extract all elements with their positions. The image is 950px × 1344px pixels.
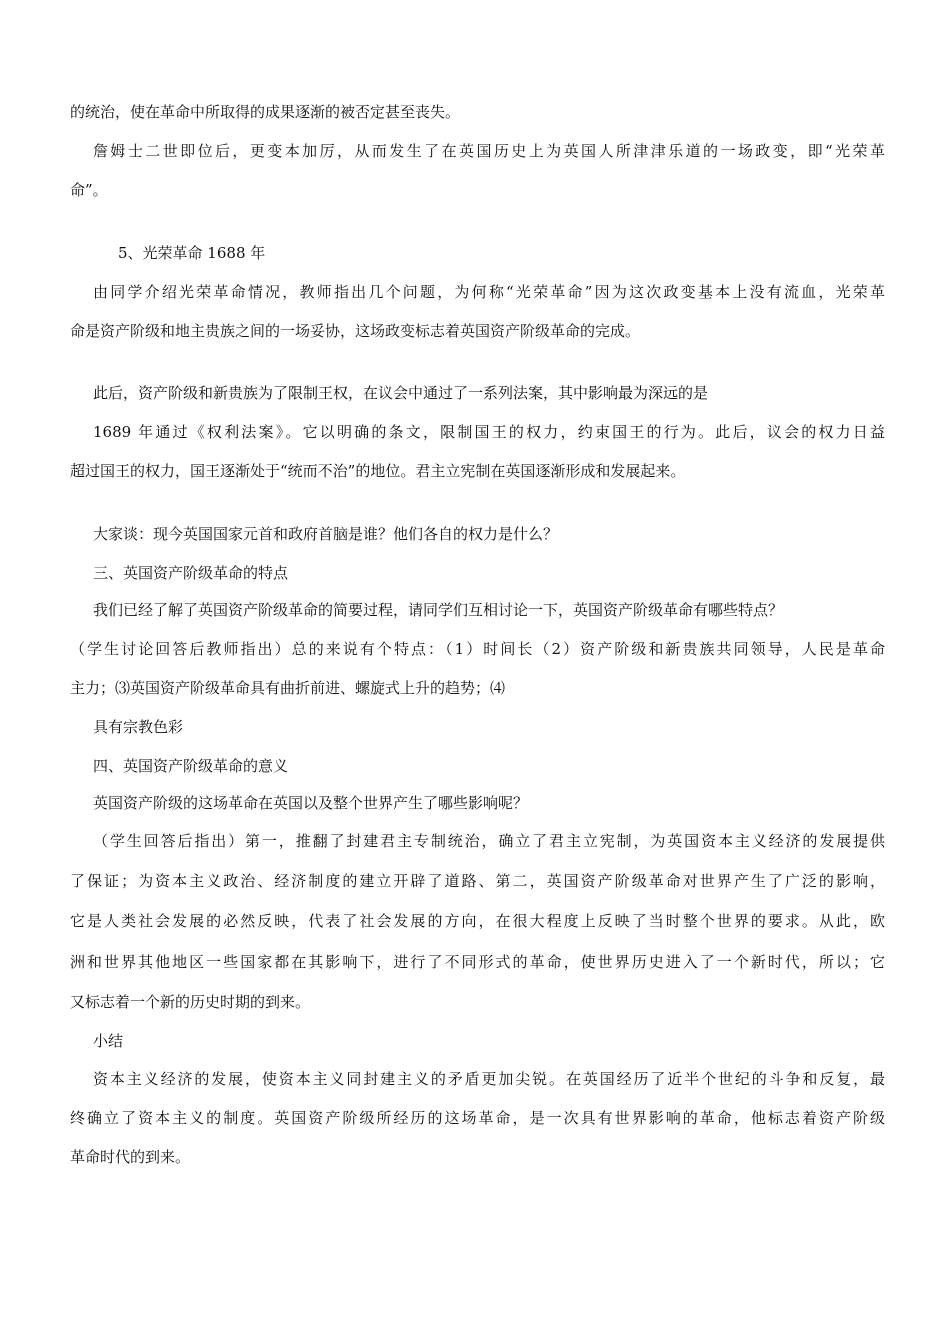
paragraph-line: 它是人类社会发展的必然反映，代表了社会发展的方向，在很大程度上反映了当时整个世界的要求。从此，欧 [70, 912, 885, 930]
paragraph-line: 命”。 [70, 181, 108, 199]
paragraph-line: 具有宗教色彩 [93, 718, 184, 736]
paragraph-line: 命是资产阶级和地主贵族之间的一场妥协，这场政变标志着英国资产阶级革命的完成。 [70, 322, 641, 340]
paragraph-line: 超过国王的权力，国王逐渐处于“统而不治”的地位。君主立宪制在英国逐渐形成和发展起来。 [70, 462, 686, 480]
paragraph-line: 了保证；为资本主义政治、经济制度的建立开辟了道路、第二，英国资产阶级革命对世界产生了广泛的影响， [70, 872, 885, 890]
paragraph-line: 詹姆士二世即位后，更变本加厉，从而发生了在英国历史上为英国人所津津乐道的一场政变，即“光荣革 [93, 142, 885, 160]
paragraph-line: （学生讨论回答后教师指出）总的来说有个特点：（1）时间长（2）资产阶级和新贵族共同领导，人民是革命 [70, 640, 885, 658]
paragraph-line: 主力；⑶英国资产阶级革命具有曲折前进、螺旋式上升的趋势；⑷ [70, 679, 506, 697]
paragraph-line: 我们已经了解了英国资产阶级革命的简要过程，请同学们互相讨论一下，英国资产阶级革命有哪些特点？ [93, 601, 784, 619]
section-heading: 四、英国资产阶级革命的意义 [93, 757, 289, 775]
paragraph-line: 又标志着一个新的历史时期的到来。 [70, 993, 311, 1011]
paragraph-line: 由同学介绍光荣革命情况，教师指出几个问题，为何称“光荣革命”因为这次政变基本上没有流血，光荣革 [93, 283, 885, 301]
paragraph-line: 革命时代的到来。 [70, 1148, 191, 1166]
paragraph-line: 的统治，使在革命中所取得的成果逐渐的被否定甚至丧失。 [70, 103, 461, 121]
paragraph-line: （学生回答后指出）第一，推翻了封建君主专制统治，确立了君主立宪制，为英国资本主义经济的发展提供 [93, 832, 885, 850]
paragraph-line: 此后，资产阶级和新贵族为了限制王权，在议会中通过了一系列法案，其中影响最为深远的是 [93, 384, 709, 402]
section-heading: 小结 [93, 1032, 124, 1050]
paragraph-line: 洲和世界其他地区一些国家都在其影响下，进行了不同形式的革命，使世界历史进入了一个新时代，所以；它 [70, 953, 885, 971]
paragraph-line: 1689 年通过《权利法案》。它以明确的条文，限制国王的权力，约束国王的行为。此后，议会的权力日益 [93, 423, 885, 441]
paragraph-line: 资本主义经济的发展，使资本主义同封建主义的矛盾更加尖锐。在英国经历了近半个世纪的斗争和反复，最 [93, 1070, 885, 1088]
section-heading: 5、光荣革命 1688 年 [118, 244, 266, 262]
paragraph-line: 英国资产阶级的这场革命在英国以及整个世界产生了哪些影响呢？ [93, 794, 529, 812]
paragraph-line: 终确立了资本主义的制度。英国资产阶级所经历的这场革命，是一次具有世界影响的革命，他标志着资产阶级 [70, 1109, 885, 1127]
paragraph-line: 大家谈：现今英国国家元首和政府首脑是谁？他们各自的权力是什么？ [93, 525, 559, 543]
section-heading: 三、英国资产阶级革命的特点 [93, 564, 289, 582]
